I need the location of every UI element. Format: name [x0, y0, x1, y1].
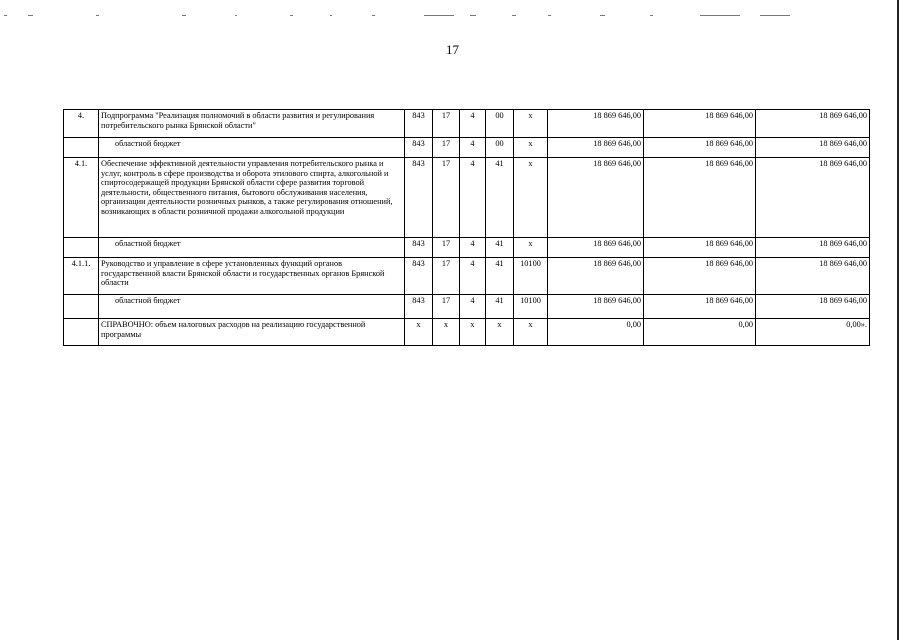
amount-year-2: 18 869 646,00	[644, 238, 756, 258]
amount-year-2: 18 869 646,00	[644, 295, 756, 319]
code-subprogram: 4	[460, 158, 486, 238]
code-main-activity: 41	[486, 238, 514, 258]
row-name: СПРАВОЧНО: объем налоговых расходов на реализацию государственной программы	[99, 319, 405, 346]
table-row	[64, 295, 870, 319]
code-gov: 843	[405, 110, 433, 138]
code-subprogram: 4	[460, 238, 486, 258]
amount-year-1: 18 869 646,00	[548, 158, 644, 238]
code-program: 17	[433, 258, 460, 295]
code-direction: х	[514, 238, 548, 258]
code-gov: 843	[405, 258, 433, 295]
amount-year-2: 18 869 646,00	[644, 110, 756, 138]
code-main-activity: 00	[486, 110, 514, 138]
code-subprogram: х	[460, 319, 486, 346]
amount-year-2: 18 869 646,00	[644, 158, 756, 238]
amount-year-3: 18 869 646,00	[756, 295, 870, 319]
amount-year-3: 18 869 646,00	[756, 258, 870, 295]
code-direction: 10100	[514, 295, 548, 319]
code-program: 17	[433, 138, 460, 158]
row-name: областной бюджет	[99, 295, 405, 319]
table-row	[64, 258, 870, 295]
code-program: х	[433, 319, 460, 346]
code-main-activity: 41	[486, 295, 514, 319]
amount-year-1: 0,00	[548, 319, 644, 346]
amount-year-2: 0,00	[644, 319, 756, 346]
code-gov: х	[405, 319, 433, 346]
row-number: 4.1.1.	[64, 258, 99, 295]
amount-year-1: 18 869 646,00	[548, 295, 644, 319]
code-gov: 843	[405, 138, 433, 158]
row-number: 4.1.	[64, 158, 99, 238]
code-subprogram: 4	[460, 110, 486, 138]
table-row	[64, 110, 870, 138]
amount-year-3: 18 869 646,00	[756, 238, 870, 258]
code-main-activity: 00	[486, 138, 514, 158]
amount-year-3: 0,00».	[756, 319, 870, 346]
row-name: Руководство и управление в сфере установленных функций органов государственной власти Брянской области и государственных органов Брянской области	[99, 258, 405, 295]
code-subprogram: 4	[460, 258, 486, 295]
code-program: 17	[433, 238, 460, 258]
amount-year-1: 18 869 646,00	[548, 138, 644, 158]
table-row	[64, 238, 870, 258]
amount-year-3: 18 869 646,00	[756, 158, 870, 238]
code-gov: 843	[405, 295, 433, 319]
code-direction: х	[514, 110, 548, 138]
scan-edge-line	[897, 0, 899, 640]
table-row	[64, 138, 870, 158]
row-number: 4.	[64, 110, 99, 138]
row-number	[64, 319, 99, 346]
amount-year-2: 18 869 646,00	[644, 138, 756, 158]
code-main-activity: 41	[486, 158, 514, 238]
amount-year-1: 18 869 646,00	[548, 238, 644, 258]
code-direction: х	[514, 319, 548, 346]
row-name: Обеспечение эффективной деятельности управления потребительского рынка и услуг, контроль в сфере производства и оборота этилового спирта, алкогольной и спиртосодержащей продукции Брянской области сфере развития торговой деятельности, общественного питания, бытового обслуживания населения, организации деятельности розничных рынков, а также регулирования отношений, возникающих в области розничной продажи алкогольной продукции	[99, 158, 405, 238]
code-direction: 10100	[514, 258, 548, 295]
code-gov: 843	[405, 238, 433, 258]
scan-noise-line	[0, 13, 905, 19]
row-number	[64, 138, 99, 158]
code-main-activity: х	[486, 319, 514, 346]
row-number	[64, 295, 99, 319]
amount-year-3: 18 869 646,00	[756, 110, 870, 138]
row-number	[64, 238, 99, 258]
amount-year-1: 18 869 646,00	[548, 110, 644, 138]
code-gov: 843	[405, 158, 433, 238]
row-name: областной бюджет	[99, 238, 405, 258]
table-row	[64, 158, 870, 238]
amount-year-2: 18 869 646,00	[644, 258, 756, 295]
code-program: 17	[433, 158, 460, 238]
code-direction: х	[514, 158, 548, 238]
code-main-activity: 41	[486, 258, 514, 295]
row-name: Подпрограмма "Реализация полномочий в области развития и регулирования потребительского рынка Брянской области"	[99, 110, 405, 138]
table-row	[64, 319, 870, 346]
amount-year-3: 18 869 646,00	[756, 138, 870, 158]
code-subprogram: 4	[460, 295, 486, 319]
row-name: областной бюджет	[99, 138, 405, 158]
code-direction: х	[514, 138, 548, 158]
code-subprogram: 4	[460, 138, 486, 158]
amount-year-1: 18 869 646,00	[548, 258, 644, 295]
code-program: 17	[433, 110, 460, 138]
budget-table	[63, 109, 870, 346]
code-program: 17	[433, 295, 460, 319]
page-number: 17	[446, 42, 459, 57]
